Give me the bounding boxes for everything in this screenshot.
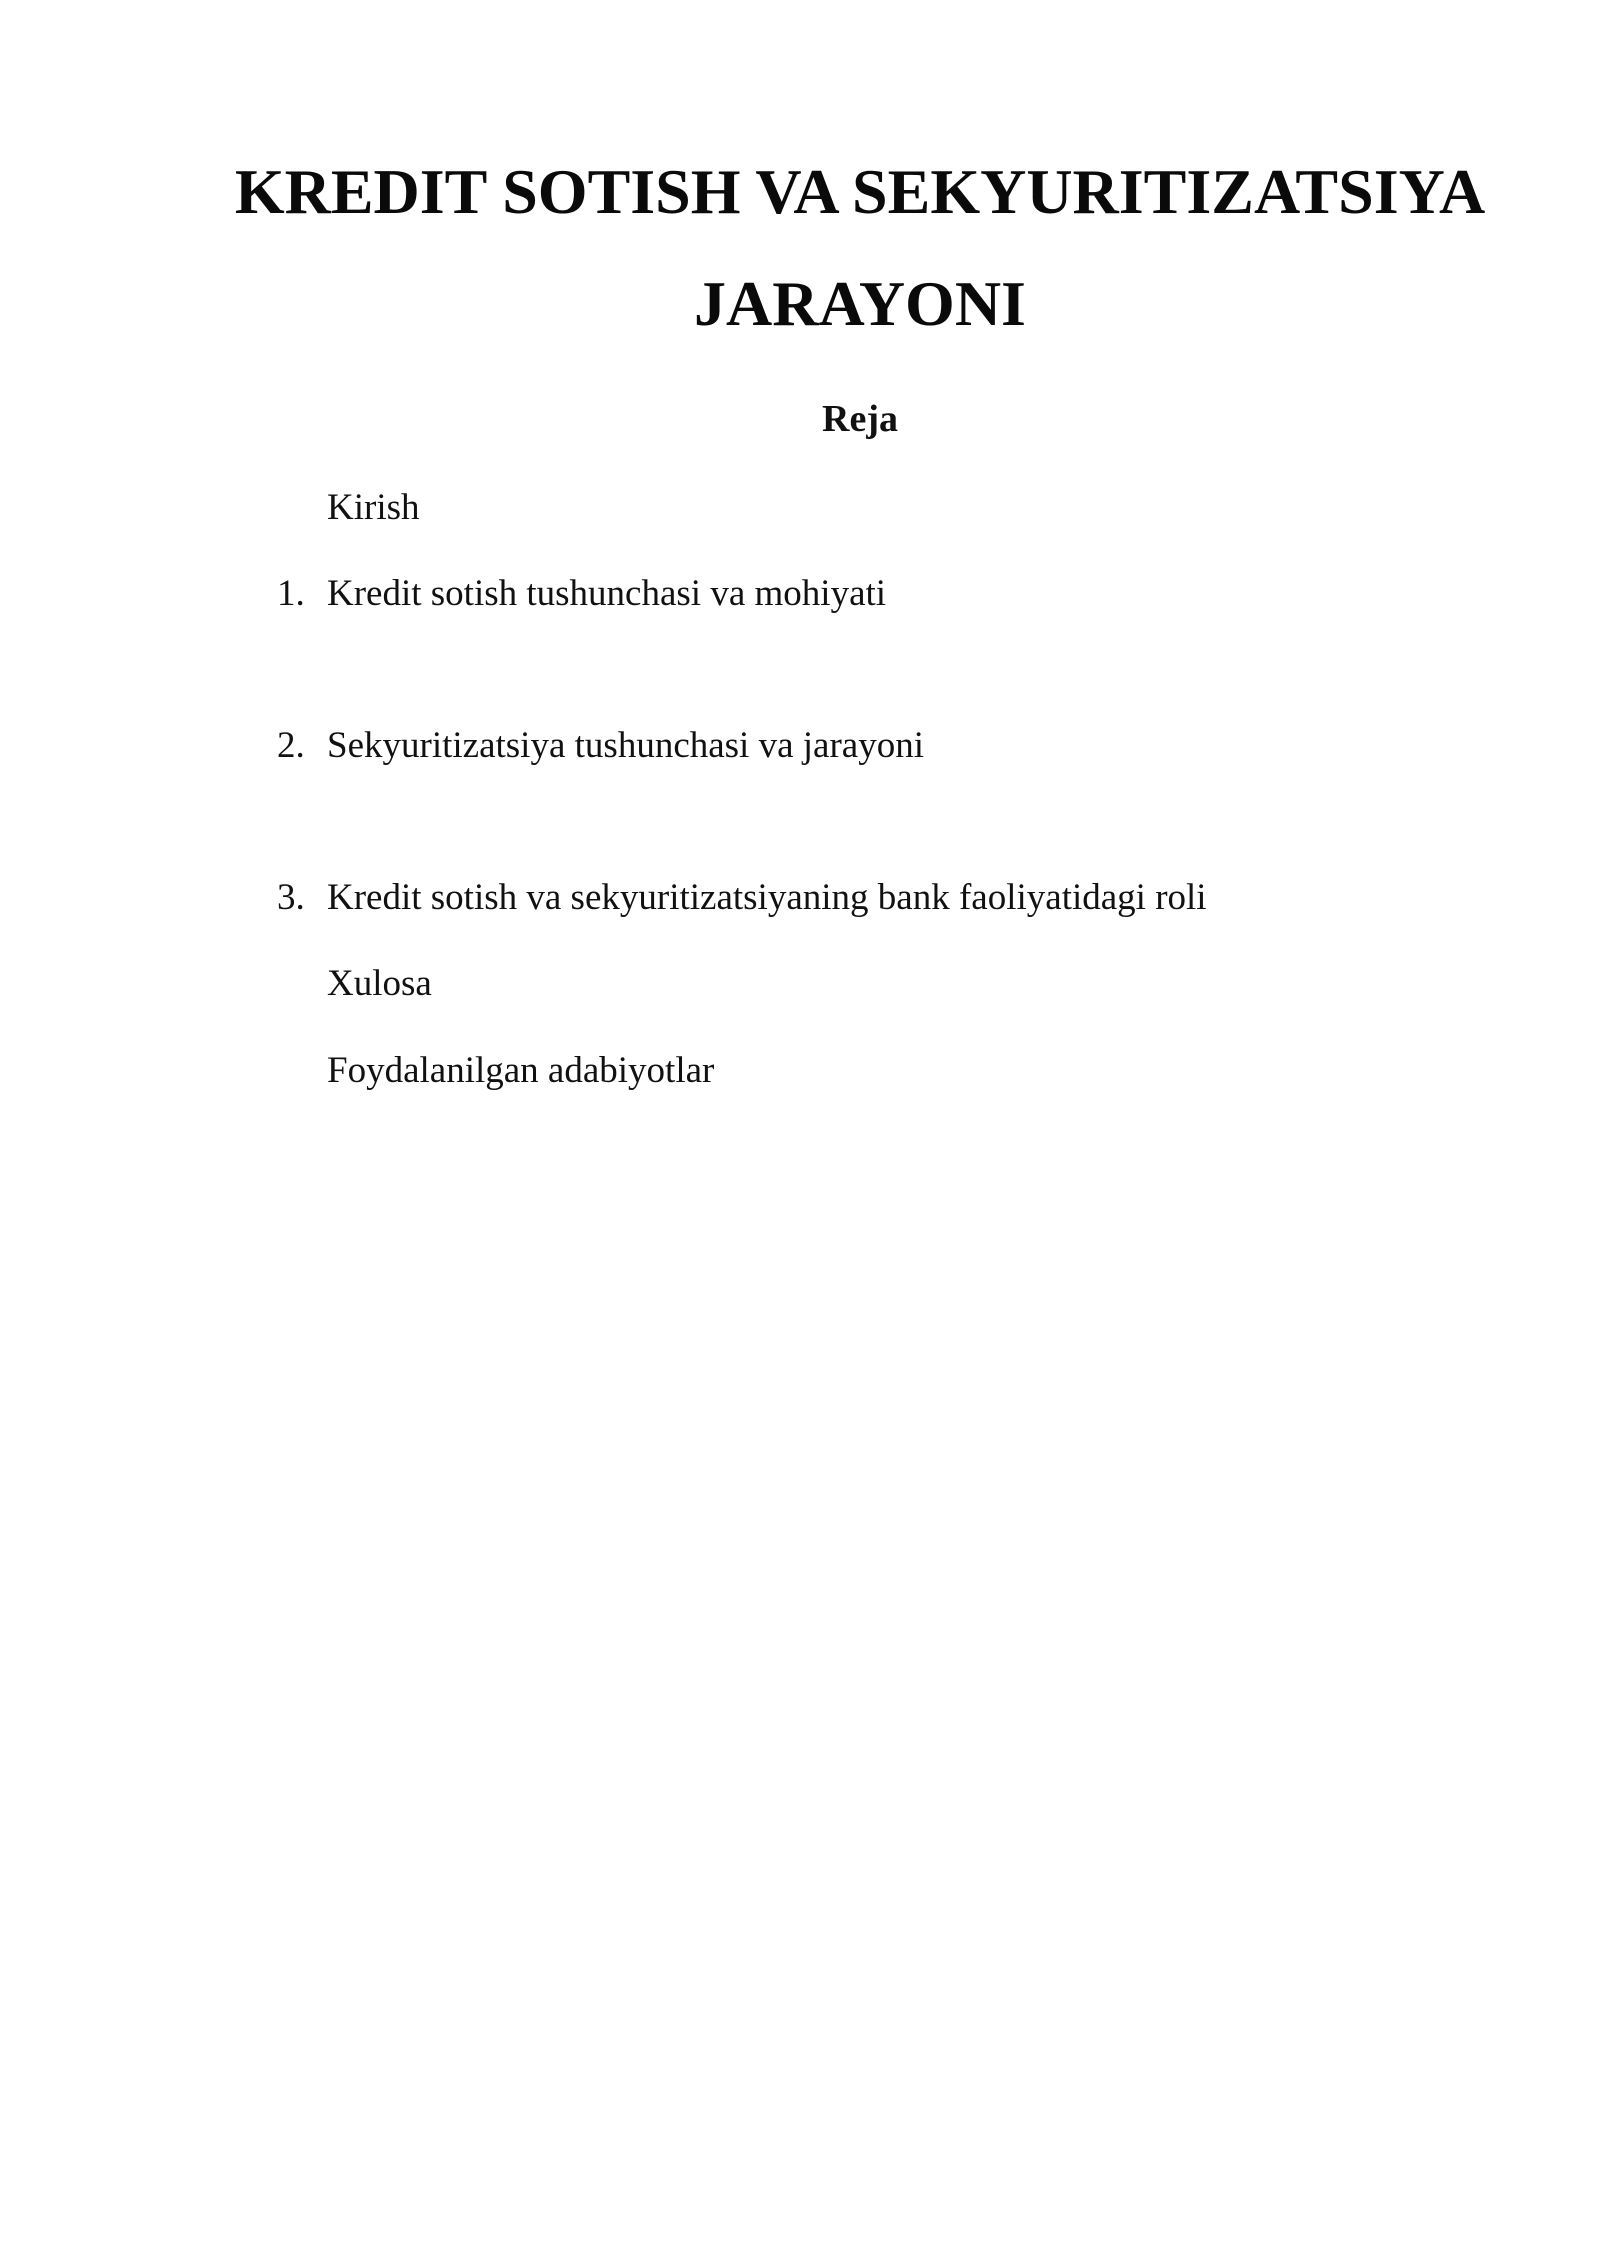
plan-heading: Reja bbox=[822, 398, 898, 440]
plan-item-label: Foydalanilgan adabiyotlar bbox=[327, 1050, 715, 1091]
plan-item-label: Kredit sotish va sekyuritizatsiyaning bank faoliyatidagi roli bbox=[327, 877, 1207, 918]
plan-item-number: 1. bbox=[277, 573, 305, 614]
plan-item-label: Sekyuritizatsiya tushunchasi va jarayoni bbox=[327, 725, 924, 766]
plan-item-label: Kirish bbox=[327, 487, 420, 528]
plan-item-number: 3. bbox=[277, 877, 305, 918]
plan-item-number: 2. bbox=[277, 725, 305, 766]
plan-item-label: Kredit sotish tushunchasi va mohiyati bbox=[327, 573, 887, 614]
plan-item-label: Xulosa bbox=[327, 963, 432, 1004]
document-title-line-2: JARAYONI bbox=[694, 268, 1026, 339]
document-title-line-1: KREDIT SOTISH VA SEKYURITIZATSIYA bbox=[234, 156, 1486, 227]
